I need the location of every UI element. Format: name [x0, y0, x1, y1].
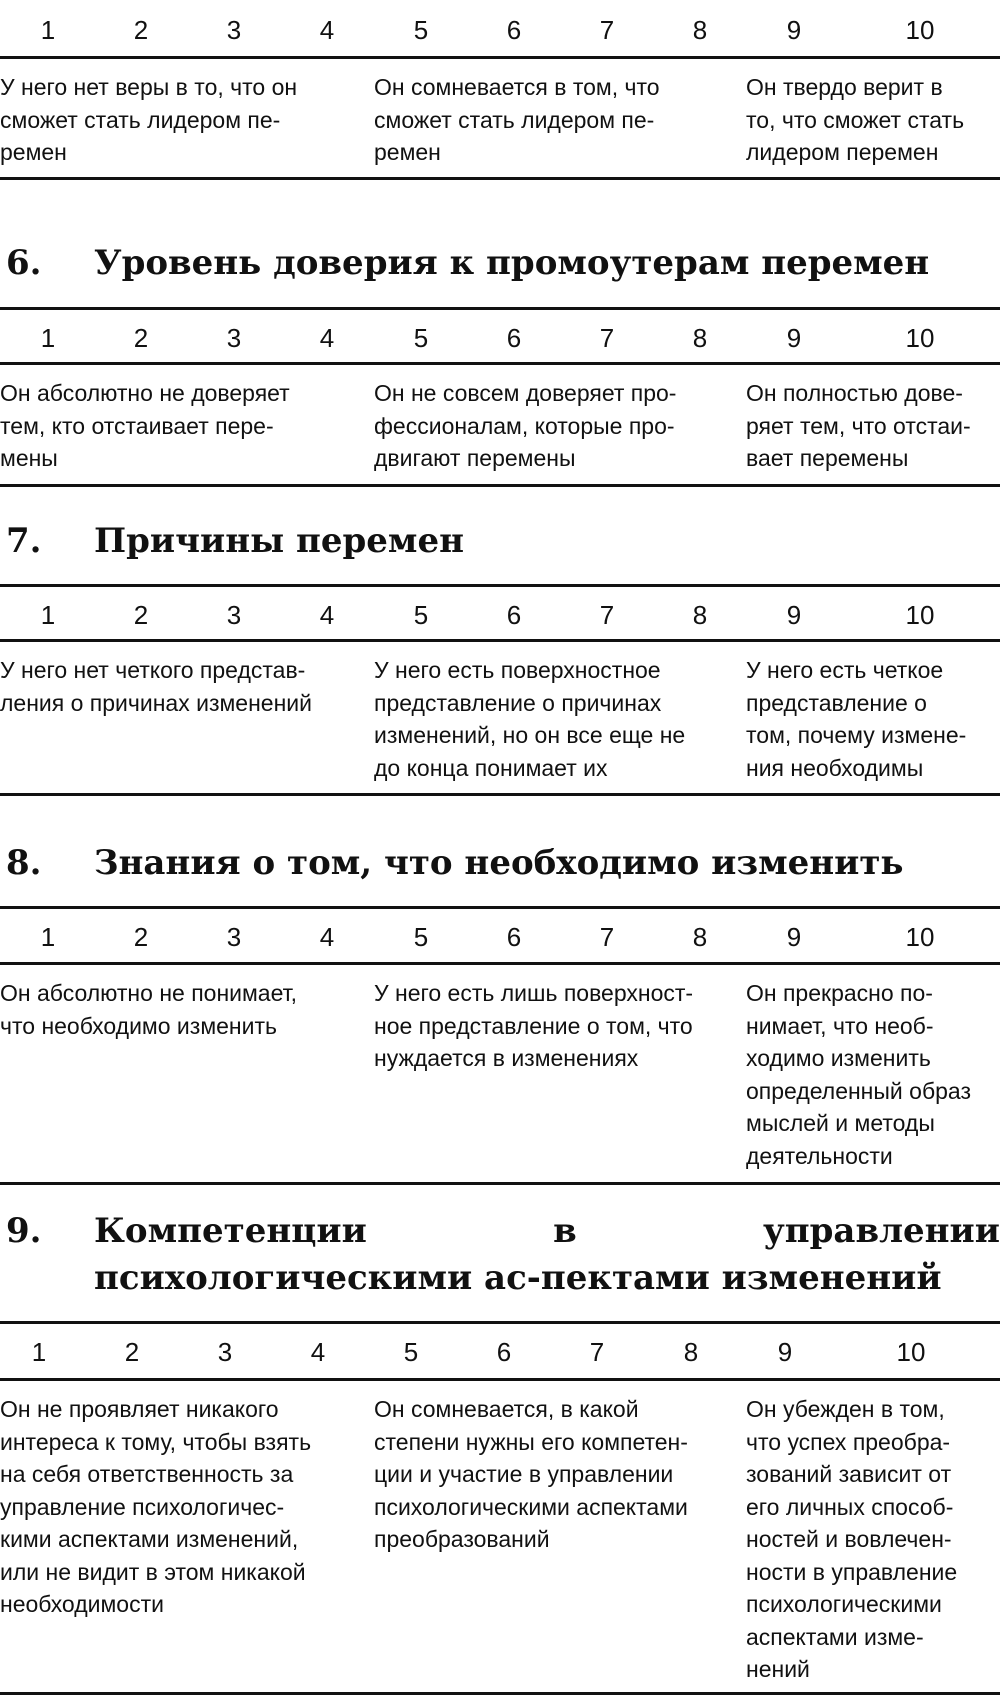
scale-number: 4 [319, 600, 335, 630]
section-number: 9. [6, 1211, 42, 1251]
divider [0, 1321, 1000, 1324]
description-high: У него есть четкое представление о том, почему измене- ния необходимы [746, 657, 967, 781]
scale-number: 10 [905, 323, 935, 353]
scale-number: 7 [599, 600, 615, 630]
scale-number: 7 [599, 323, 615, 353]
description-mid: Он сомневается, в какой степени нужны его компетен- ции и участие в управлении психологическими аспектами преобразований [374, 1396, 688, 1552]
section-title: Уровень доверия к промоутерам перемен [94, 243, 930, 283]
scale-number: 3 [226, 323, 242, 353]
scale-number: 2 [124, 1337, 140, 1367]
scale-number: 8 [692, 922, 708, 952]
scale-number: 3 [217, 1337, 233, 1367]
description-low: Он абсолютно не доверяет тем, кто отстаивает пере- мены [0, 380, 290, 471]
scale-number: 3 [226, 922, 242, 952]
description-mid: Он не совсем доверяет про- фессионалам, которые про- двигают перемены [374, 380, 677, 471]
description-mid: Он сомневается в том, что сможет стать лидером пе- ремен [374, 74, 660, 165]
scale-number: 4 [319, 15, 335, 45]
scale-number: 9 [786, 323, 802, 353]
description-mid: У него есть лишь поверхност- ное представление о том, что нуждается в изменениях [374, 980, 694, 1071]
scale-number: 4 [319, 922, 335, 952]
scale-number: 8 [692, 15, 708, 45]
rating-scale [0, 595, 1000, 635]
description-high: Он твердо верит в то, что сможет стать лидером перемен [746, 74, 965, 165]
scale-number: 1 [40, 323, 56, 353]
scale-number: 3 [226, 600, 242, 630]
scale-number: 4 [310, 1337, 326, 1367]
scale-number: 2 [133, 922, 149, 952]
scale-number: 8 [692, 323, 708, 353]
description-low: У него нет веры в то, что он сможет стать лидером пе- ремен [0, 74, 298, 165]
section-number: 8. [6, 843, 42, 883]
divider [0, 56, 1000, 59]
divider [0, 584, 1000, 587]
scale-number: 9 [777, 1337, 793, 1367]
divider [0, 1692, 1000, 1695]
scale-number: 3 [226, 15, 242, 45]
description-high: Он полностью дове- ряет тем, что отстаи- вает перемены [746, 380, 971, 471]
scale-number: 5 [413, 922, 429, 952]
scale-number: 5 [413, 15, 429, 45]
scale-number: 10 [905, 922, 935, 952]
scale-number: 8 [692, 600, 708, 630]
section-title: Знания о том, что необходимо изменить [94, 843, 904, 883]
section-number: 7. [6, 521, 42, 561]
scale-number: 1 [40, 600, 56, 630]
rating-scale [0, 318, 1000, 358]
scale-number: 10 [896, 1337, 926, 1367]
scale-number: 6 [506, 600, 522, 630]
divider [0, 1378, 1000, 1381]
scale-number: 10 [905, 15, 935, 45]
divider [0, 484, 1000, 487]
divider [0, 1182, 1000, 1185]
section-title: Причины перемен [94, 521, 464, 561]
scale-number: 1 [31, 1337, 47, 1367]
divider [0, 793, 1000, 796]
section-title: Компетенции в управлении психологическими ас-пектами изменений [94, 1211, 1000, 1298]
scale-number: 5 [413, 323, 429, 353]
description-low: Он не проявляет никакого интереса к тому, чтобы взять на себя ответственность за управление психологичес- кими аспектами изменений, или не видит в этом никакой необходимости [0, 1396, 312, 1617]
description-low: Он абсолютно не понимает, что необходимо изменить [0, 980, 298, 1039]
divider [0, 962, 1000, 965]
scale-number: 1 [40, 15, 56, 45]
scale-number: 9 [786, 600, 802, 630]
description-low: У него нет четкого представ- ления о причинах изменений [0, 657, 312, 716]
rating-scale [0, 10, 1000, 50]
scale-number: 7 [589, 1337, 605, 1367]
section-number: 6. [6, 243, 42, 283]
scale-number: 6 [506, 323, 522, 353]
divider [0, 177, 1000, 180]
rating-scale [0, 917, 1000, 957]
scale-number: 8 [683, 1337, 699, 1367]
scale-number: 5 [413, 600, 429, 630]
divider [0, 362, 1000, 365]
scale-number: 2 [133, 323, 149, 353]
description-mid: У него есть поверхностное представление о причинах изменений, но он все еще не до конца понимает их [374, 657, 686, 781]
scale-number: 2 [133, 15, 149, 45]
scale-number: 6 [506, 15, 522, 45]
scale-number: 6 [496, 1337, 512, 1367]
scale-number: 9 [786, 922, 802, 952]
scale-number: 1 [40, 922, 56, 952]
scale-number: 6 [506, 922, 522, 952]
rating-scale [0, 1332, 1000, 1372]
divider [0, 639, 1000, 642]
description-high: Он убежден в том, что успех преобра- зований зависит от его личных способ- ностей и вовлечен- ности в управление психологическими аспектами изме- нений [746, 1396, 958, 1682]
scale-number: 7 [599, 922, 615, 952]
scale-number: 5 [403, 1337, 419, 1367]
divider [0, 307, 1000, 310]
description-high: Он прекрасно по- нимает, что необ- ходимо изменить определенный образ мыслей и методы деятельности [746, 980, 971, 1169]
scale-number: 10 [905, 600, 935, 630]
scale-number: 7 [599, 15, 615, 45]
scale-number: 9 [786, 15, 802, 45]
divider [0, 906, 1000, 909]
scale-number: 4 [319, 323, 335, 353]
scale-number: 2 [133, 600, 149, 630]
